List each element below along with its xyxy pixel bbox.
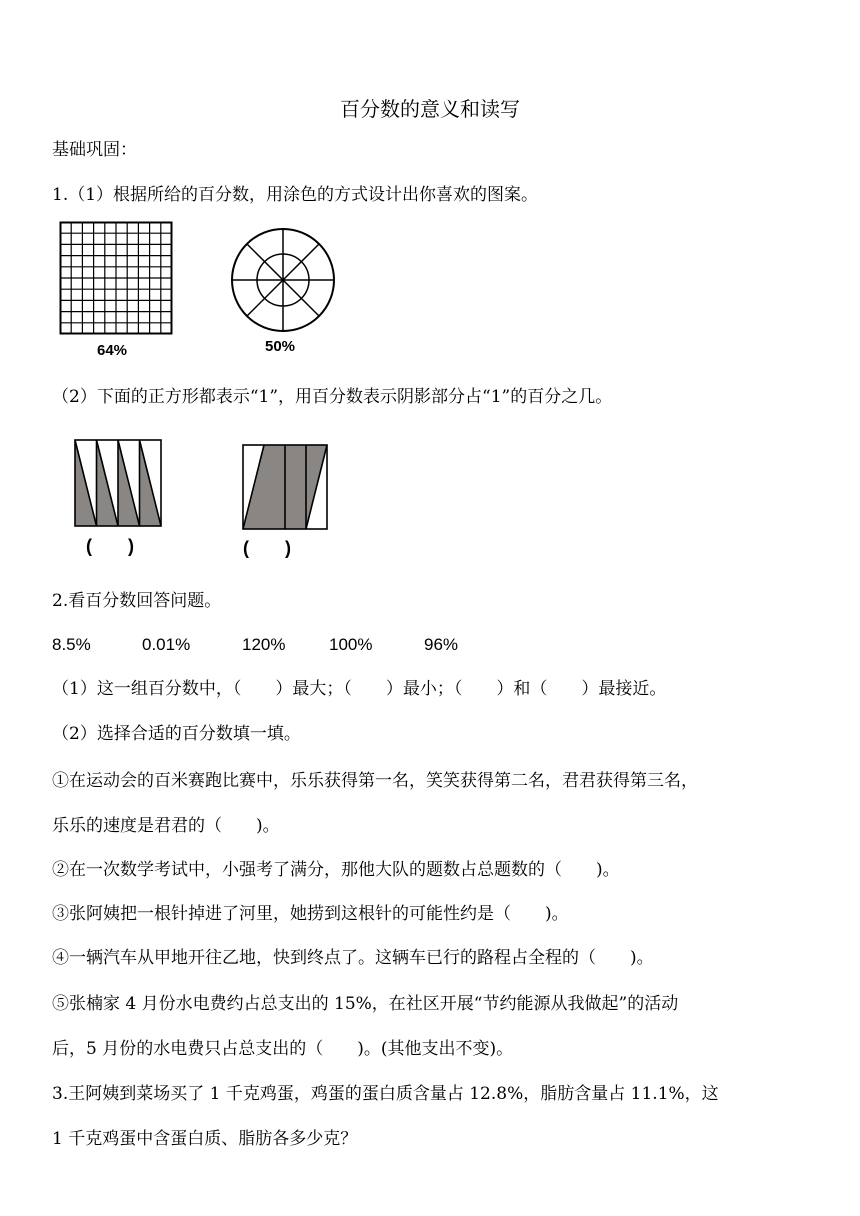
q2-item1-line2: 乐乐的速度是君君的（ )。	[52, 816, 280, 836]
q3-line1: 3.王阿姨到菜场买了 1 千克鸡蛋，鸡蛋的蛋白质含量占 12.8%，脂肪含量占 11.1%，这	[52, 1084, 719, 1104]
q2-item5-line1: ⑤张楠家 4 月份水电费约占总支出的 15%，在社区开展“节约能源从我做起”的活动	[52, 994, 679, 1014]
q2-heading: 2.看百分数回答问题。	[52, 591, 222, 611]
q2-item2: ②在一次数学考试中，小强考了满分，那他大队的题数占总题数的（ )。	[52, 860, 620, 880]
parallelogram-square-figure	[243, 445, 327, 529]
q2-sub1: （1）这一组百分数中，（ ）最大；（ ）最小；（ ）和（ ）最接近。	[52, 679, 667, 699]
q2-value-1: 8.5%	[52, 635, 91, 654]
grid-percent-label: 64%	[97, 342, 128, 359]
q2-item5-line2: 后，5 月份的水电费只占总支出的（ )。(其他支出不变)。	[52, 1039, 514, 1059]
q2-sub2: （2）选择合适的百分数填一填。	[52, 724, 301, 744]
q2-item3: ③张阿姨把一根针掉进了河里，她捞到这根针的可能性约是（ )。	[52, 904, 569, 924]
q2-value-2: 0.01%	[142, 635, 191, 654]
circle-figure[interactable]	[230, 227, 336, 333]
blank-right[interactable]: ( )	[243, 538, 291, 558]
q2-value-5: 96%	[424, 635, 459, 654]
page-title: 百分数的意义和读写	[340, 97, 520, 121]
circle-percent-label: 50%	[265, 338, 296, 355]
grid-figure[interactable]	[60, 222, 172, 334]
blank-left[interactable]: ( )	[86, 536, 134, 556]
q3-line2: 1 千克鸡蛋中含蛋白质、脂肪各多少克？	[52, 1129, 358, 1149]
section-heading: 基础巩固：	[52, 140, 137, 160]
triangle-square-figure	[75, 440, 161, 526]
q2-item4: ④一辆汽车从甲地开往乙地，快到终点了。这辆车已行的路程占全程的（ )。	[52, 948, 654, 968]
q2-item1-line1: ①在运动会的百米赛跑比赛中，乐乐获得第一名，笑笑获得第二名，君君获得第三名，	[52, 771, 698, 791]
q1-part1-text: 1.（1）根据所给的百分数，用涂色的方式设计出你喜欢的图案。	[52, 185, 539, 205]
q1-part2-text: （2）下面的正方形都表示“1”，用百分数表示阴影部分占“1”的百分之几。	[52, 387, 613, 407]
q2-value-3: 120%	[242, 635, 286, 654]
q2-value-4: 100%	[329, 635, 373, 654]
